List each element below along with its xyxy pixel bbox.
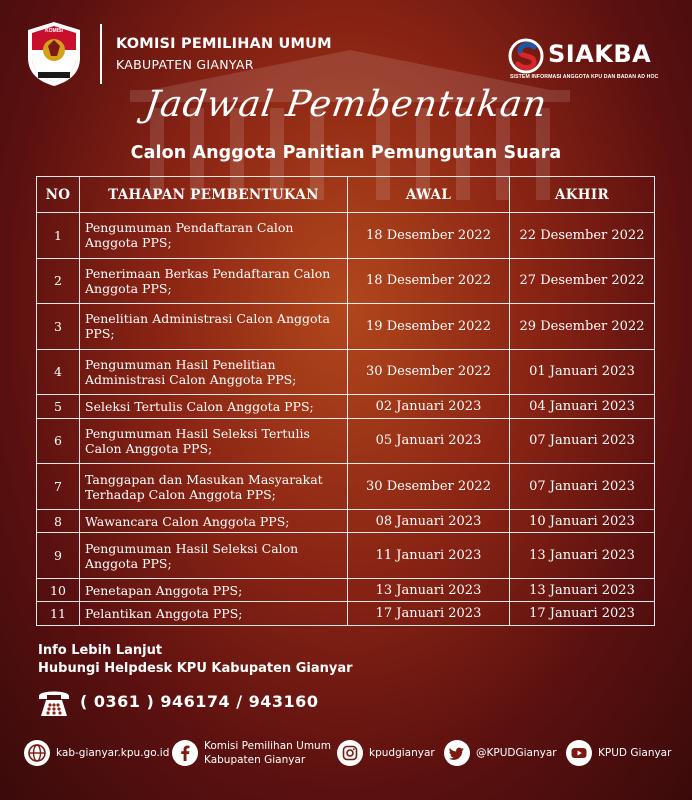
row-no: 10 [37, 578, 80, 602]
table-row [37, 533, 655, 579]
table-row [37, 602, 655, 626]
row-tahapan: Penelitian Administrasi Calon Anggota PPS; [80, 304, 348, 350]
siakba-tagline: SISTEM INFORMASI ANGGOTA KPU DAN BADAN AD HOC [510, 74, 659, 80]
kpu-emblem-icon [24, 20, 84, 88]
table-row [37, 213, 655, 259]
row-tahapan: Seleksi Tertulis Calon Anggota PPS; [80, 395, 348, 419]
row-no: 9 [37, 533, 80, 579]
row-no: 5 [37, 395, 80, 419]
footer-instagram[interactable] [337, 736, 447, 770]
row-akhir: 07 Januari 2023 [510, 464, 655, 510]
row-akhir: 22 Desember 2022 [510, 213, 655, 259]
row-awal: 19 Desember 2022 [348, 304, 510, 350]
row-tahapan: Pengumuman Hasil Seleksi Calon Anggota PPS; [80, 533, 348, 579]
row-akhir: 13 Januari 2023 [510, 578, 655, 602]
row-akhir: 01 Januari 2023 [510, 349, 655, 395]
row-awal: 30 Desember 2022 [348, 464, 510, 510]
row-awal: 30 Desember 2022 [348, 349, 510, 395]
header [24, 20, 668, 90]
header-awal: AWAL [348, 177, 510, 213]
siakba-name: SIAKBA [548, 40, 652, 68]
row-tahapan: Pelantikan Anggota PPS; [80, 602, 348, 626]
row-tahapan: Pengumuman Hasil Seleksi Tertulis Calon Anggota PPS; [80, 418, 348, 464]
row-no: 8 [37, 509, 80, 533]
twitter-icon [444, 740, 470, 766]
row-no: 1 [37, 213, 80, 259]
info-heading: Info Lebih Lanjut [38, 643, 163, 658]
instagram-icon [337, 740, 363, 766]
row-tahapan: Pengumuman Hasil Penelitian Administrasi Calon Anggota PPS; [80, 349, 348, 395]
row-awal: 02 Januari 2023 [348, 395, 510, 419]
row-akhir: 17 Januari 2023 [510, 602, 655, 626]
table-header-row [37, 177, 655, 213]
footer-website[interactable] [24, 736, 174, 770]
row-awal: 05 Januari 2023 [348, 418, 510, 464]
website-text: kab-gianyar.kpu.go.id [56, 747, 170, 759]
instagram-text: kpudgianyar [369, 747, 435, 759]
row-awal: 18 Desember 2022 [348, 213, 510, 259]
row-no: 7 [37, 464, 80, 510]
row-awal: 13 Januari 2023 [348, 578, 510, 602]
helpdesk-text: Hubungi Helpdesk KPU Kabupaten Gianyar [38, 661, 353, 676]
row-awal: 17 Januari 2023 [348, 602, 510, 626]
header-akhir: AKHIR [510, 177, 655, 213]
row-tahapan: Tanggapan dan Masukan Masyarakat Terhadap Calon Anggota PPS; [80, 464, 348, 510]
table-row [37, 349, 655, 395]
table-row [37, 304, 655, 350]
header-tahapan: TAHAPAN PEMBENTUKAN [80, 177, 348, 213]
row-akhir: 29 Desember 2022 [510, 304, 655, 350]
row-tahapan: Wawancara Calon Anggota PPS; [80, 509, 348, 533]
row-no: 6 [37, 418, 80, 464]
siakba-logo [508, 38, 668, 86]
org-title: KOMISI PEMILIHAN UMUM [116, 36, 332, 52]
row-tahapan: Penetapan Anggota PPS; [80, 578, 348, 602]
header-no: NO [37, 177, 80, 213]
table-row [37, 395, 655, 419]
row-awal: 18 Desember 2022 [348, 258, 510, 304]
row-awal: 11 Januari 2023 [348, 533, 510, 579]
twitter-text: @KPUDGianyar [476, 747, 557, 759]
row-tahapan: Pengumuman Pendaftaran Calon Anggota PPS; [80, 213, 348, 259]
row-akhir: 10 Januari 2023 [510, 509, 655, 533]
table-row [37, 464, 655, 510]
footer-facebook[interactable] [172, 736, 332, 770]
schedule-table [36, 176, 655, 626]
footer-twitter[interactable] [444, 736, 564, 770]
row-no: 2 [37, 258, 80, 304]
facebook-line2: Kabupaten Gianyar [204, 754, 306, 766]
row-akhir: 27 Desember 2022 [510, 258, 655, 304]
table-row [37, 418, 655, 464]
youtube-icon [566, 740, 592, 766]
page-subtitle: Calon Anggota Panitian Pemungutan Suara [130, 143, 562, 163]
phone-number: ( 0361 ) 946174 / 943160 [80, 692, 319, 711]
table-row [37, 509, 655, 533]
row-awal: 08 Januari 2023 [348, 509, 510, 533]
row-no: 4 [37, 349, 80, 395]
globe-icon [24, 740, 50, 766]
table-row [37, 578, 655, 602]
row-tahapan: Penerimaan Berkas Pendaftaran Calon Anggota PPS; [80, 258, 348, 304]
footer-youtube[interactable] [566, 736, 678, 770]
row-akhir: 04 Januari 2023 [510, 395, 655, 419]
table-row [37, 258, 655, 304]
script-title: Jadwal Pembentukan [142, 84, 550, 125]
facebook-line1: Komisi Pemilihan Umum [204, 740, 331, 752]
telephone-icon [36, 684, 72, 720]
header-divider [100, 24, 102, 84]
row-akhir: 07 Januari 2023 [510, 418, 655, 464]
row-akhir: 13 Januari 2023 [510, 533, 655, 579]
svg-text:KOMISI: KOMISI [45, 28, 63, 34]
siakba-emblem-icon [508, 38, 548, 74]
facebook-icon [172, 740, 198, 766]
youtube-text: KPUD Gianyar [598, 747, 672, 759]
row-no: 3 [37, 304, 80, 350]
row-no: 11 [37, 602, 80, 626]
org-subtitle: KABUPATEN GIANYAR [116, 57, 254, 72]
